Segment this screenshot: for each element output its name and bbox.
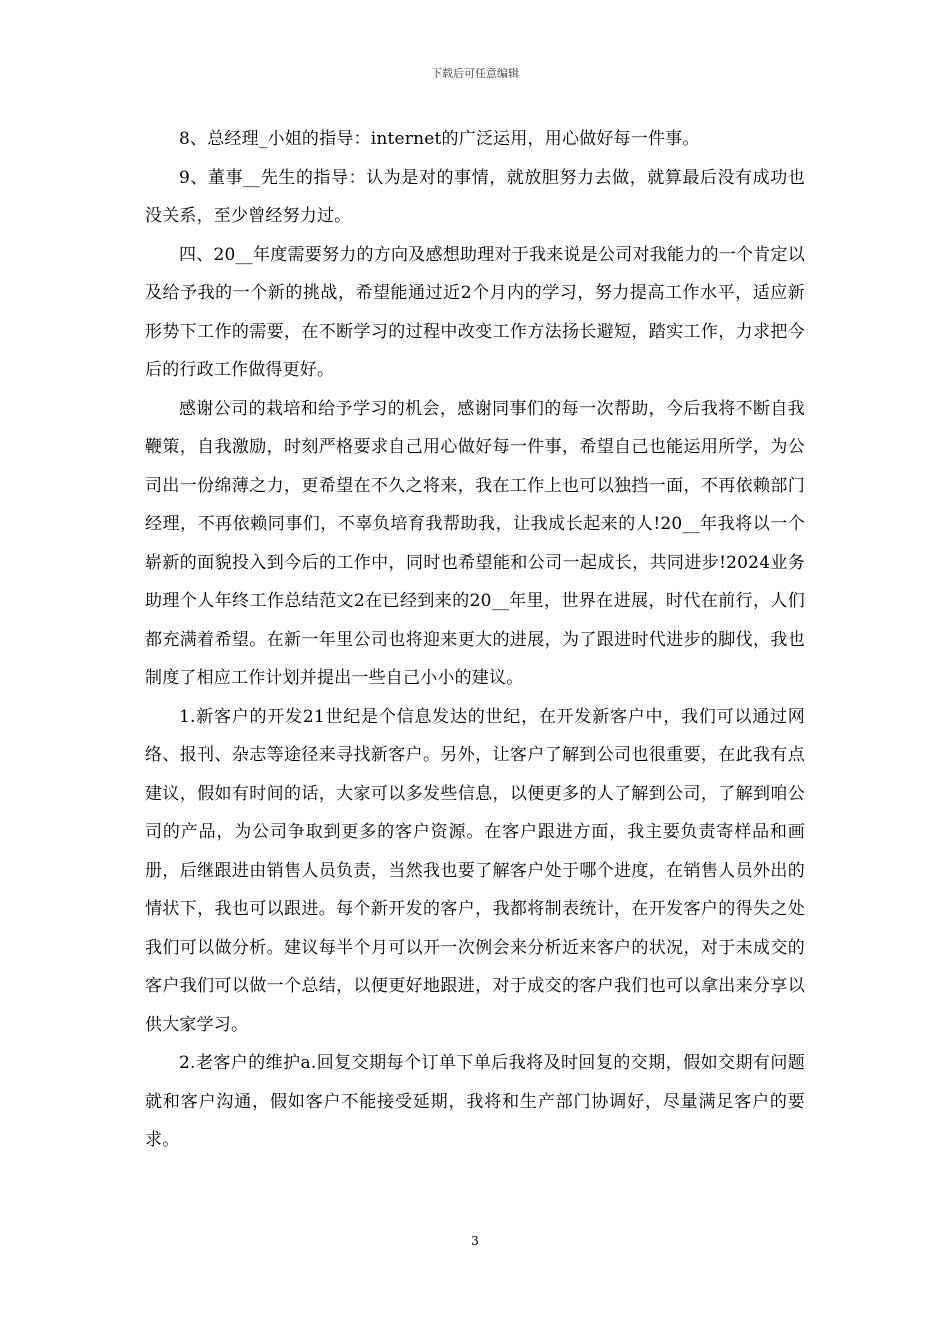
paragraph-thanks: 感谢公司的栽培和给予学习的机会，感谢同事们的每一次帮助，今后我将不断自我鞭策，自我激励，时刻严格要求自己用心做好每一件事，希望自己也能运用所学，为公司出一份绵薄之力，更希望在不久之将来，我在工作上也可以独挡一面，不再依赖部门经理，不再依赖同事们，不辜负培育我帮助我，让我成长起来的人!20__年我将以一个崭新的面貌投入到今后的工作中，同时也希望能和公司一起成长，共同进步!2024业务助理个人年终工作总结范文2在已经到来的20__年里，世界在进展，时代在前行，人们都充满着希望。在新一年里公司也将迎来更大的进展，为了跟进时代进步的脚伐，我也制度了相应工作计划并提出一些自己小小的建议。 (145, 398, 805, 688)
page-number: 3 (471, 1234, 479, 1248)
paragraph-item-9: 9、董事__先生的指导：认为是对的事情，就放胆努力去做，就算最后没有成功也没关系，至少曾经努力过。 (145, 167, 805, 226)
document-body (145, 120, 805, 1160)
paragraph-section-four: 四、20__年度需要努力的方向及感想助理对于我来说是公司对我能力的一个肯定以及给予我的一个新的挑战，希望能通过近2个月内的学习，努力提高工作水平，适应新形势下工作的需要，在不断学习的过程中改变工作方法扬长避短，踏实工作，力求把今后的行政工作做得更好。 (145, 244, 805, 380)
paragraph-new-customers: 1.新客户的开发21世纪是个信息发达的世纪，在开发新客户中，我们可以通过网络、报刊、杂志等途径来寻找新客户。另外，让客户了解到公司也很重要，在此我有点建议，假如有时间的话，大家可以多发些信息，以便更多的人了解到公司，了解到咱公司的产品，为公司争取到更多的客户资源。在客户跟进方面，我主要负责寄样品和画册，后继跟进由销售人员负责，当然我也要了解客户处于哪个进度，在销售人员外出的情状下，我也可以跟进。每个新开发的客户，我都将制表统计，在开发客户的得失之处我们可以做分析。建议每半个月可以开一次例会来分析近来客户的状况，对于未成交的客户我们可以做一个总结，以便更好地跟进，对于成交的客户我们也可以拿出来分享以供大家学习。 (145, 706, 805, 1035)
page-header: 下载后可任意编辑 (431, 67, 519, 80)
paragraph-item-8: 8、总经理_小姐的指导：internet的广泛运用，用心做好每一件事。 (179, 129, 700, 149)
paragraph-old-customers: 2.老客户的维护a.回复交期每个订单下单后我将及时回复的交期，假如交期有问题就和客户沟通，假如客户不能接受延期，我将和生产部门协调好，尽量满足客户的要求。 (145, 1053, 805, 1150)
